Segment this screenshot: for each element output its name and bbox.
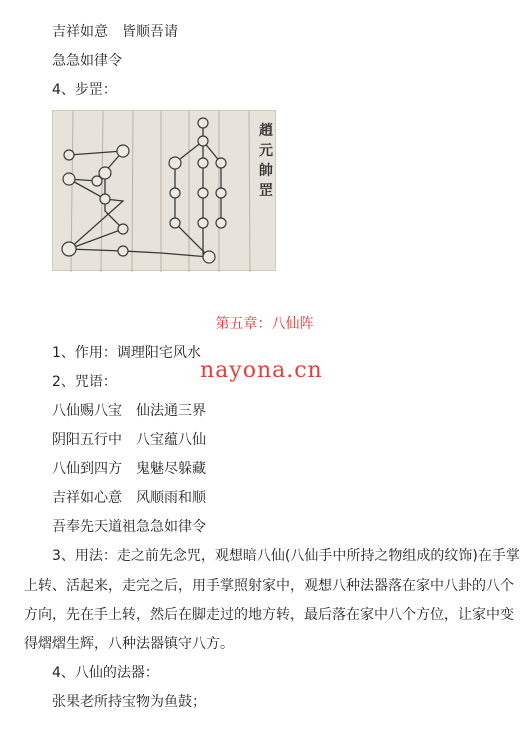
- watermark: nayona.cn: [200, 358, 323, 383]
- paragraph-line: 3、用法：走之前先念咒，观想暗八仙(八仙手中所持之物组成的纹饰)在手掌: [52, 548, 520, 564]
- text-line: 急急如律令: [52, 53, 122, 69]
- text-line: 吉祥如意 皆顺吾请: [52, 24, 178, 40]
- handwriting-char: 趙: [259, 123, 273, 139]
- text-line: 吾奉先天道祖急急如律令: [52, 519, 206, 535]
- text-line: 张果老所持宝物为鱼鼓；: [52, 694, 206, 710]
- text-line: 阴阳五行中 八宝蕴八仙: [52, 432, 206, 448]
- chapter-title: 第五章：八仙阵: [215, 316, 314, 332]
- paragraph-line: 上转、活起来，走完之后，用手掌照射家中，观想八种法器落在家中八卦的八个: [24, 578, 514, 594]
- handwriting-char: 元: [259, 143, 273, 159]
- text-line: 1、作用：调理阳宅风水: [52, 345, 201, 361]
- paragraph-line: 方向，先在手上转，然后在脚走过的地方转，最后落在家中八个方位，让家中变: [24, 607, 514, 623]
- text-line: 八仙赐八宝 仙法通三界: [52, 403, 206, 419]
- handwriting-char: 罡: [259, 183, 273, 199]
- step-diagram-drawing: [53, 111, 277, 272]
- step-heading: 4、步罡：: [52, 82, 117, 98]
- paragraph-line: 得熠熠生辉，八种法器镇守八方。: [24, 636, 234, 652]
- handwriting-char: 帥: [259, 163, 273, 179]
- text-line: 八仙到四方 鬼魅尽躲藏: [52, 461, 206, 477]
- step-diagram-photo: [52, 110, 276, 271]
- text-line: 2、咒语：: [52, 374, 117, 390]
- text-line: 4、八仙的法器：: [52, 665, 159, 681]
- text-line: 吉祥如心意 风顺雨和顺: [52, 490, 206, 506]
